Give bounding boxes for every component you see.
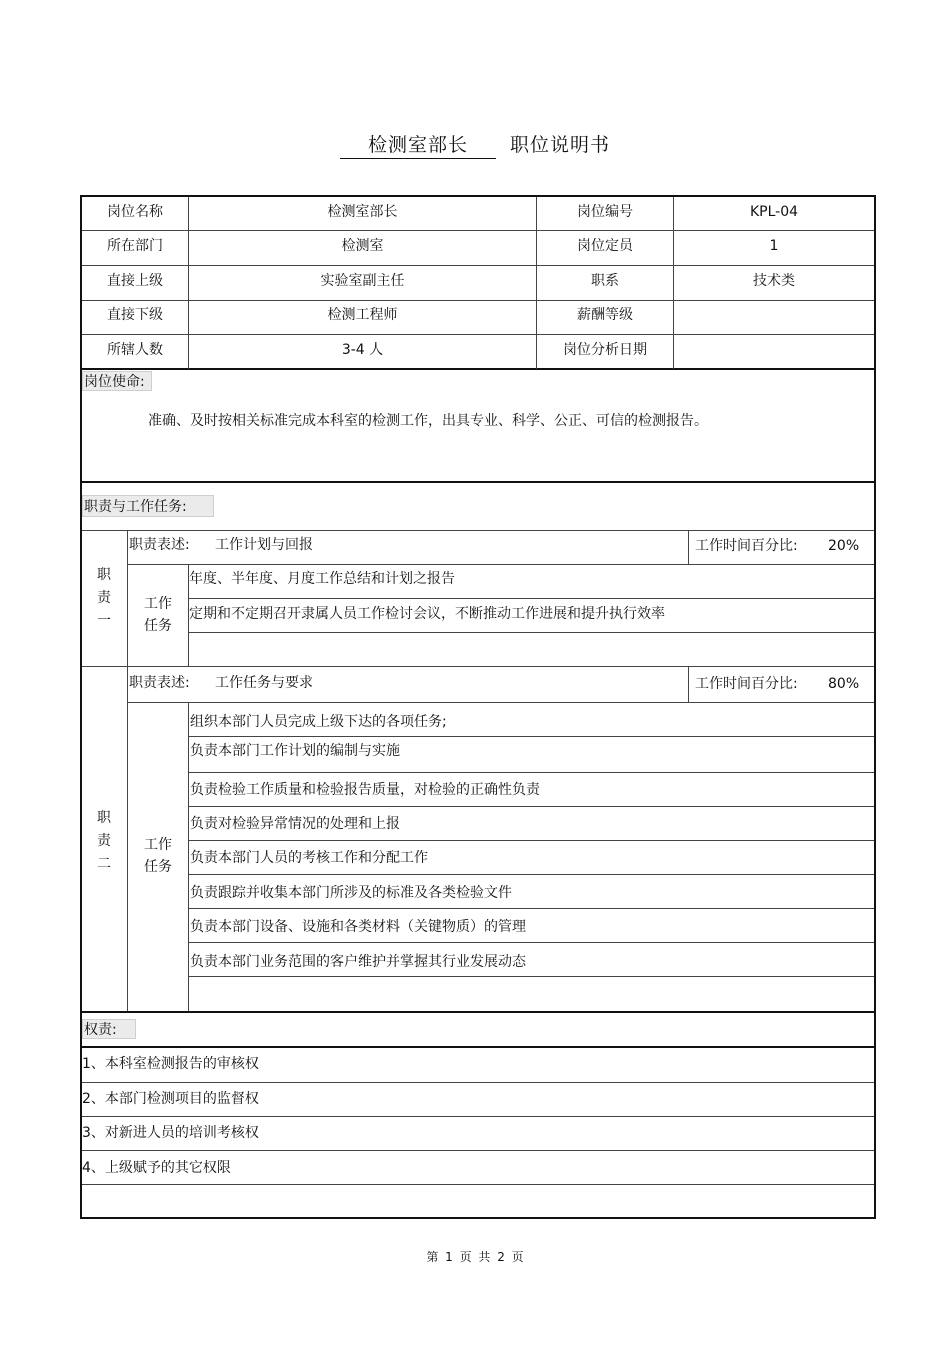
- duty2-name: [92, 807, 116, 876]
- mission-label: 岗位使命:: [82, 371, 152, 391]
- right-item-3: 3、对新进人员的培训考核权: [82, 1125, 259, 1141]
- title-position-name: 检测室部长: [340, 130, 496, 159]
- duty2-task-4: 负责对检验异常情况的处理和上报: [190, 816, 400, 832]
- duty2-task-3: 负责检验工作质量和检验报告质量，对检验的正确性负责: [190, 782, 540, 798]
- value-job-family: 技术类: [753, 273, 795, 289]
- value-supervisor: 实验室副主任: [320, 273, 405, 289]
- label-position-code: 岗位编号: [577, 204, 633, 220]
- label-analysis-date: 岗位分析日期: [563, 342, 647, 358]
- duty2-time-label: 工作时间百分比:: [695, 676, 798, 692]
- duty1-task-label-text: 工作任务: [144, 596, 172, 634]
- label-position-name: 岗位名称: [107, 204, 163, 220]
- duty2-desc: 工作任务与要求: [215, 675, 313, 691]
- duty2-task-label-text: 工作任务: [144, 837, 172, 875]
- duties-label: 职责与工作任务:: [82, 495, 214, 517]
- duty2-time-pct: 80%: [828, 676, 860, 692]
- label-supervisor: 直接上级: [107, 273, 163, 289]
- duty1-desc: 工作计划与回报: [215, 537, 313, 553]
- duty2-task-8: 负责本部门业务范围的客户维护并掌握其行业发展动态: [190, 954, 526, 970]
- value-headcount: 1: [769, 238, 779, 254]
- right-item-4: 4、上级赋予的其它权限: [82, 1160, 231, 1176]
- title-suffix: 职位说明书: [510, 134, 611, 156]
- value-position-code: KPL-04: [749, 204, 799, 220]
- duty1-name-text: 职责一: [97, 567, 111, 629]
- label-subordinate: 直接下级: [107, 307, 163, 323]
- duty2-task-5: 负责本部门人员的考核工作和分配工作: [190, 850, 428, 866]
- duty2-task-2: 负责本部门工作计划的编制与实施: [190, 743, 400, 759]
- label-department: 所在部门: [107, 238, 163, 254]
- rights-label: 权责:: [82, 1019, 136, 1039]
- duty2-name-text: 职责二: [97, 810, 111, 872]
- label-job-family: 职系: [591, 273, 619, 289]
- duty1-desc-label: 职责表述:: [129, 537, 190, 553]
- value-position-name: 检测室部长: [327, 204, 398, 220]
- value-department: 检测室: [341, 238, 384, 254]
- value-staff-count: 3-4 人: [341, 342, 384, 358]
- label-staff-count: 所辖人数: [107, 342, 163, 358]
- value-subordinate: 检测工程师: [327, 307, 398, 323]
- document-title: [0, 130, 950, 159]
- duty1-time-pct: 20%: [828, 538, 860, 554]
- duty1-task-label: [132, 593, 184, 637]
- label-salary-grade: 薪酬等级: [577, 307, 633, 323]
- duty2-task-1: 组织本部门人员完成上级下达的各项任务;: [190, 714, 447, 730]
- duty2-task-6: 负责跟踪并收集本部门所涉及的标准及各类检验文件: [190, 885, 512, 901]
- duty2-desc-label: 职责表述:: [129, 675, 190, 691]
- duty2-task-label: [132, 834, 184, 878]
- duty1-time-label: 工作时间百分比:: [695, 538, 798, 554]
- mission-text: 准确、及时按相关标准完成本科室的检测工作，出具专业、科学、公正、可信的检测报告。: [148, 413, 708, 429]
- page-footer: 第 1 页 共 2 页: [426, 1250, 524, 1264]
- duty1-name: [92, 564, 116, 633]
- duty1-task-1: 年度、半年度、月度工作总结和计划之报告: [189, 571, 455, 587]
- duty1-task-2: 定期和不定期召开隶属人员工作检讨会议，不断推动工作进展和提升执行效率: [189, 606, 665, 622]
- right-item-1: 1、本科室检测报告的审核权: [82, 1056, 259, 1072]
- label-headcount: 岗位定员: [577, 238, 633, 254]
- job-description-table: [80, 195, 876, 1219]
- right-item-2: 2、本部门检测项目的监督权: [82, 1091, 259, 1107]
- duty2-task-7: 负责本部门设备、设施和各类材料（关键物质）的管理: [190, 919, 526, 935]
